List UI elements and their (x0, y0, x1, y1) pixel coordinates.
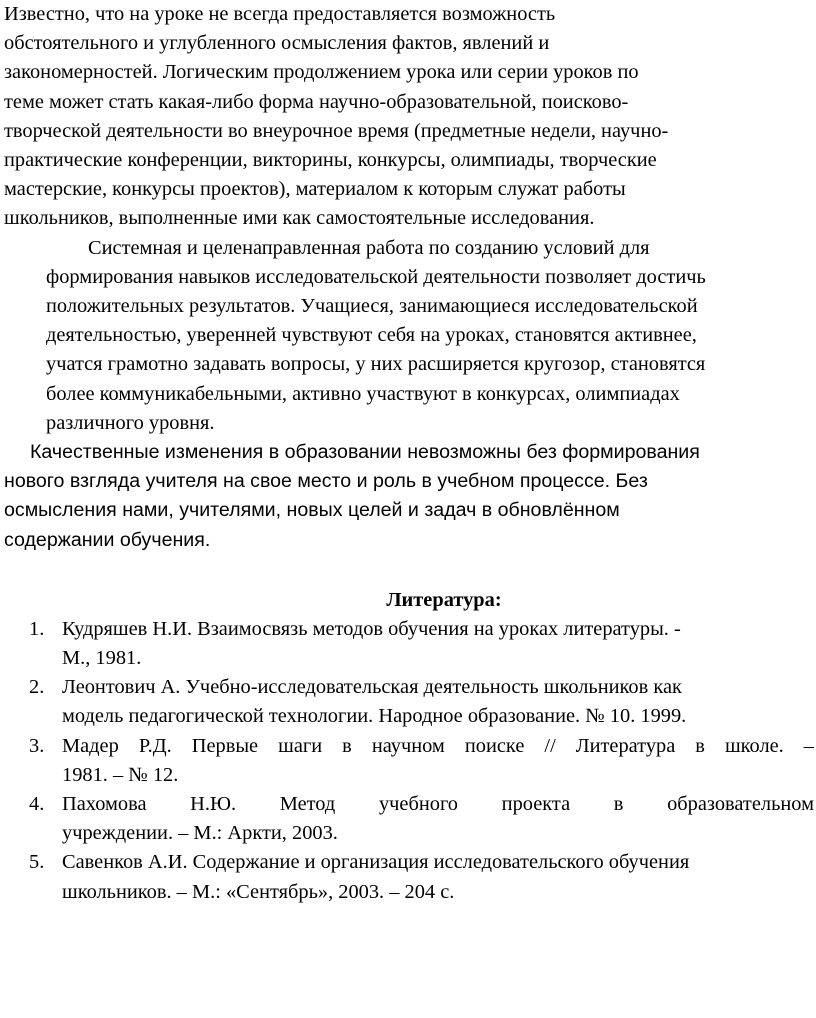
paragraph-2-line: положительных результатов. Учащиеся, занимающиеся исследовательской (46, 295, 698, 318)
paragraph-1-line: обстоятельного и углубленного осмысления фактов, явлений и (4, 32, 550, 55)
reference-item (4, 848, 814, 906)
paragraph-2-line: формирования навыков исследовательской деятельности позволяет достичь (46, 265, 706, 288)
paragraph-1-line: теме может стать какая-либо форма научно-образовательной, поисково- (4, 90, 629, 113)
reference-line: модель педагогической технологии. Народное образование. № 10. 1999. (62, 705, 687, 728)
reference-line: Кудряшев Н.И. Взаимосвязь методов обучения на уроках литературы. - (62, 617, 681, 640)
reference-item (4, 732, 814, 790)
paragraph-3-line: содержании обучения. (4, 528, 211, 551)
reference-line: Савенков А.И. Содержание и организация исследовательского обучения (62, 851, 690, 874)
reference-line: Мадер Р.Д. Первые шаги в научном поиске // Литература в школе. – (62, 734, 814, 757)
reference-item (4, 673, 814, 731)
reference-list (4, 615, 814, 907)
paragraph-2-line: различного уровня. (46, 411, 215, 434)
paragraph-1 (4, 0, 814, 234)
reference-number: 4. (29, 793, 45, 816)
reference-line: Пахомова Н.Ю. Метод учебного проекта в образовательном (62, 793, 814, 816)
paragraph-1-line: практические конференции, викторины, конкурсы, олимпиады, творческие (4, 149, 657, 172)
paragraph-1-line: школьников, выполненные ими как самостоятельные исследования. (4, 207, 595, 230)
reference-number: 1. (29, 617, 45, 640)
paragraph-1-line: закономерностей. Логическим продолжением урока или серии уроков по (4, 61, 639, 84)
paragraph-2-line: учатся грамотно задавать вопросы, у них расширяется кругозор, становятся (46, 353, 706, 376)
reference-number: 3. (29, 734, 45, 757)
reference-line: М., 1981. (62, 647, 142, 670)
paragraph-2-line: Системная и целенаправленная работа по созданию условий для (88, 236, 650, 259)
paragraph-1-line: мастерские, конкурсы проектов), материалом к которым служат работы (4, 178, 626, 201)
paragraph-2-line: более коммуникабельными, активно участвуют в конкурсах, олимпиадах (46, 382, 680, 405)
paragraph-3-line: нового взгляда учителя на свое место и роль в учебном процессе. Без (4, 470, 648, 493)
reference-line: Леонтович А. Учебно-исследовательская деятельность школьников как (62, 676, 682, 699)
reference-item (4, 615, 814, 673)
reference-line: 1981. – № 12. (62, 763, 179, 786)
reference-line: школьников. – М.: «Сентябрь», 2003. – 204 с. (62, 880, 455, 903)
reference-number: 5. (29, 851, 45, 874)
paragraph-1-line: Известно, что на уроке не всегда предоставляется возможность (4, 3, 556, 25)
paragraph-2 (4, 234, 814, 438)
paragraph-3-line: осмысления нами, учителями, новых целей и задач в обновлённом (4, 499, 620, 522)
reference-number: 2. (29, 676, 45, 699)
literature-title: Литература: (386, 588, 502, 611)
reference-line: учреждении. – М.: Аркти, 2003. (62, 822, 338, 845)
paragraph-2-line: деятельностью, уверенней чувствуют себя на уроках, становятся активнее, (46, 324, 697, 347)
paragraph-1-line: творческой деятельности во внеурочное время (предметные недели, научно- (4, 119, 669, 142)
paragraph-3 (4, 438, 814, 555)
reference-item (4, 790, 814, 848)
paragraph-3-line: Качественные изменения в образовании невозможны без формирования (30, 441, 700, 464)
